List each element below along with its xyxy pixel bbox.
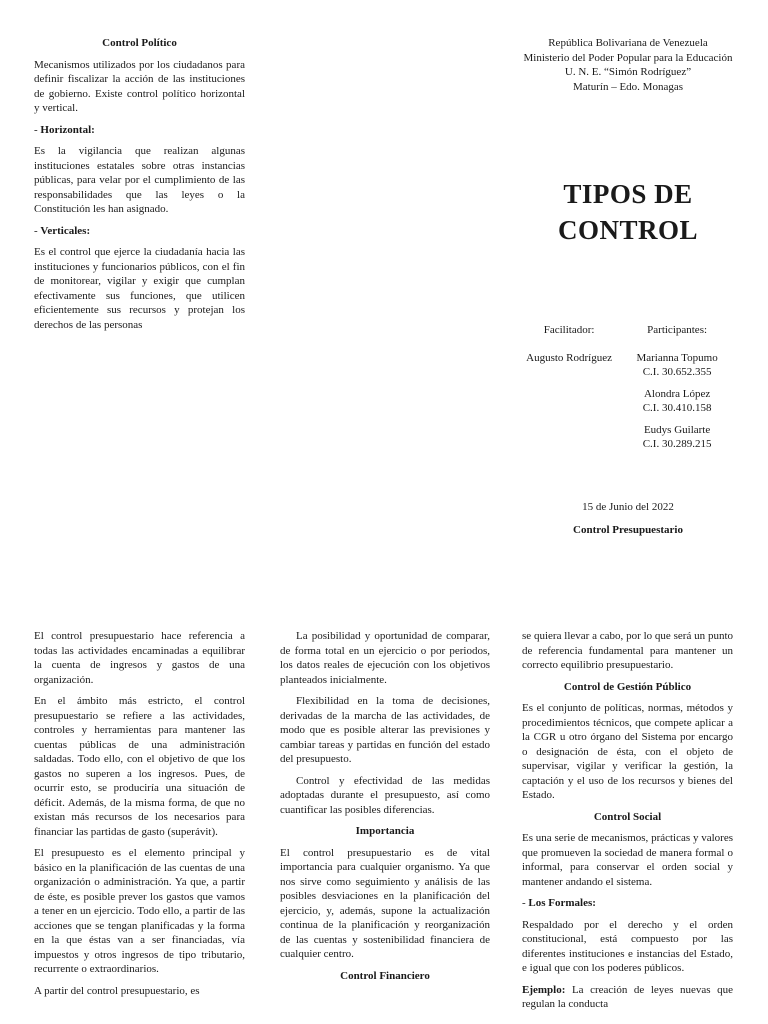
paragraph: El control presupuestario es de vital importancia para cualquier organismo. Ya que nos sirve como seguimiento y análisis de las posibles desviaciones en la planificación del ejercicio, y, además, supone la actualización continua de la planificación y reorganización de las cuentas y sostenibilidad financiera de cualquier centro. xyxy=(280,846,490,960)
paragraph: El control presupuestario hace referencia a todas las actividades encaminadas a equilibrar la cuenta de ingresos y gastos de una organización. xyxy=(34,630,245,686)
document-title xyxy=(520,176,736,248)
header-line-1: República Bolivariana de Venezuela xyxy=(548,37,708,49)
paragraph: En el ámbito más estricto, el control presupuestario se refiere a las actividades, controles y herramientas para mantener las cuentas públicas de una administración saldadas. Todo ello, con el objetivo de que los gastos no superen a los ingresos. Pues, de ocurrir esto, se produciría una situación de déficit. Además, de la misma forma, de que no existan más recursos de los necesarios para financiar las partidas de gasto (superávit). xyxy=(34,695,245,838)
participant xyxy=(618,351,736,380)
paragraph: La posibilidad y oportunidad de comparar, de forma total en un ejercicio o por periodos, los datos reales de ejecución con los objetivos planteados inicialmente. xyxy=(280,630,490,686)
budget-control-heading: Control Presupuestario xyxy=(573,523,683,536)
participants-label: Participantes: xyxy=(647,324,708,336)
paragraph: A partir del control presupuestario, es xyxy=(34,984,200,997)
example-paragraph xyxy=(522,983,733,1012)
participant-ci: C.I. 30.289.215 xyxy=(642,438,712,450)
date-block xyxy=(520,500,736,544)
header-line-2: Ministerio del Poder Popular para la Educación xyxy=(523,51,733,64)
financial-control-heading: Control Financiero xyxy=(340,969,430,982)
example-text: La creación de leyes nuevas que regulan la conducta xyxy=(522,983,734,1010)
participant xyxy=(618,387,736,416)
budget-benefits-column xyxy=(280,629,490,990)
paragraph: Es el conjunto de políticas, normas, métodos y procedimientos técnicos, que compete aplicar a la CGR u otro órgano del Sistema por encargo o designación de ésta, con el objeto de supervisar, vigilar y verificar la gestión, la captación y el uso de los recursos y bienes del Estado. xyxy=(522,702,733,801)
political-control-panel xyxy=(34,36,245,339)
horizontal-text: Es la vigilancia que realizan algunas instituciones estatales sobre otras instancias públicas, para velar por el cumplimiento de las responsabilidades que las leyes o la Constitución les han asignado. xyxy=(34,145,245,215)
paragraph: El presupuesto es el elemento principal y básico en la planificación de las cuentas de una organización o administración. Ya que, a partir de éste, es posible prever los gastos que vamos a tener en un ejercicio. Todo ello, a partir de las acciones que se tengan planificadas y la forma en la que éstas van a ser financiadas, vía impuestos y otros ingresos de tipo tributario, recurrente o extraordinarios. xyxy=(34,847,245,975)
paragraph: Respaldado por el derecho y el orden constitucional, está compuesto por las diferentes instituciones e instancias del Estado, e igual que con los poderes públicos. xyxy=(522,918,733,974)
management-social-column xyxy=(522,629,733,1019)
participant-ci: C.I. 30.410.158 xyxy=(642,402,712,414)
social-control-heading: Control Social xyxy=(593,810,662,823)
participants-list xyxy=(618,351,736,459)
participant-ci: C.I. 30.652.355 xyxy=(642,366,712,378)
political-control-intro: Mecanismos utilizados por los ciudadanos para definir fiscalizar la acción de las instituciones de gobierno. Existe control político horizontal y vertical. xyxy=(34,58,245,114)
participant-name: Marianna Topumo xyxy=(636,351,718,364)
paragraph: Es una serie de mecanismos, prácticas y valores que promueven la sociedad de manera formal o informal, para conservar el orden social y mantener andando el sistema. xyxy=(522,832,733,888)
header-line-3: U. N. E. “Simón Rodríguez” xyxy=(564,66,692,78)
participant-name: Eudys Guilarte xyxy=(643,423,711,436)
title-line-2: CONTROL xyxy=(557,215,699,245)
budget-control-column xyxy=(34,629,245,1005)
public-management-heading: Control de Gestión Público xyxy=(563,680,692,693)
facilitator-name: Augusto Rodríguez xyxy=(526,351,613,364)
paragraph: Flexibilidad en la toma de decisiones, derivadas de la marcha de las actividades, de modo que es posible alterar las previsiones y cambiar tareas y partidas en función del estado del presupuesto. xyxy=(280,695,490,765)
importancia-heading: Importancia xyxy=(355,825,415,837)
example-label: Ejemplo: xyxy=(522,983,566,996)
paragraph: se quiera llevar a cabo, por lo que será un punto de referencia fundamental para mantener un correcto equilibrio presupuestario. xyxy=(522,630,733,671)
participant-name: Alondra López xyxy=(643,387,711,400)
institution-header xyxy=(520,36,736,94)
header-line-4: Maturín – Edo. Monagas xyxy=(573,80,683,93)
horizontal-label: - Horizontal: xyxy=(34,123,95,136)
cover-panel xyxy=(520,36,736,248)
verticales-label: - Verticales: xyxy=(34,224,91,237)
document-date: 15 de Junio del 2022 xyxy=(582,501,674,513)
paragraph: Control y efectividad de las medidas adoptadas durante el presupuesto, así como cuantificar las posibles diferencias. xyxy=(280,774,490,816)
political-control-heading: Control Político xyxy=(102,37,177,49)
formales-label: - Los Formales: xyxy=(522,897,596,909)
participant xyxy=(618,423,736,452)
facilitator-label: Facilitador: xyxy=(543,324,595,336)
people-block xyxy=(520,323,736,459)
title-line-1: TIPOS DE xyxy=(563,179,693,209)
verticales-text: Es el control que ejerce la ciudadanía hacia las instituciones y funcionarios públicos, con el fin de monitorear, vigilar y exigir que cumplan efectivamente sus funciones, que utilicen eficientemente sus recursos y protejan los derechos de las personas xyxy=(34,246,245,331)
